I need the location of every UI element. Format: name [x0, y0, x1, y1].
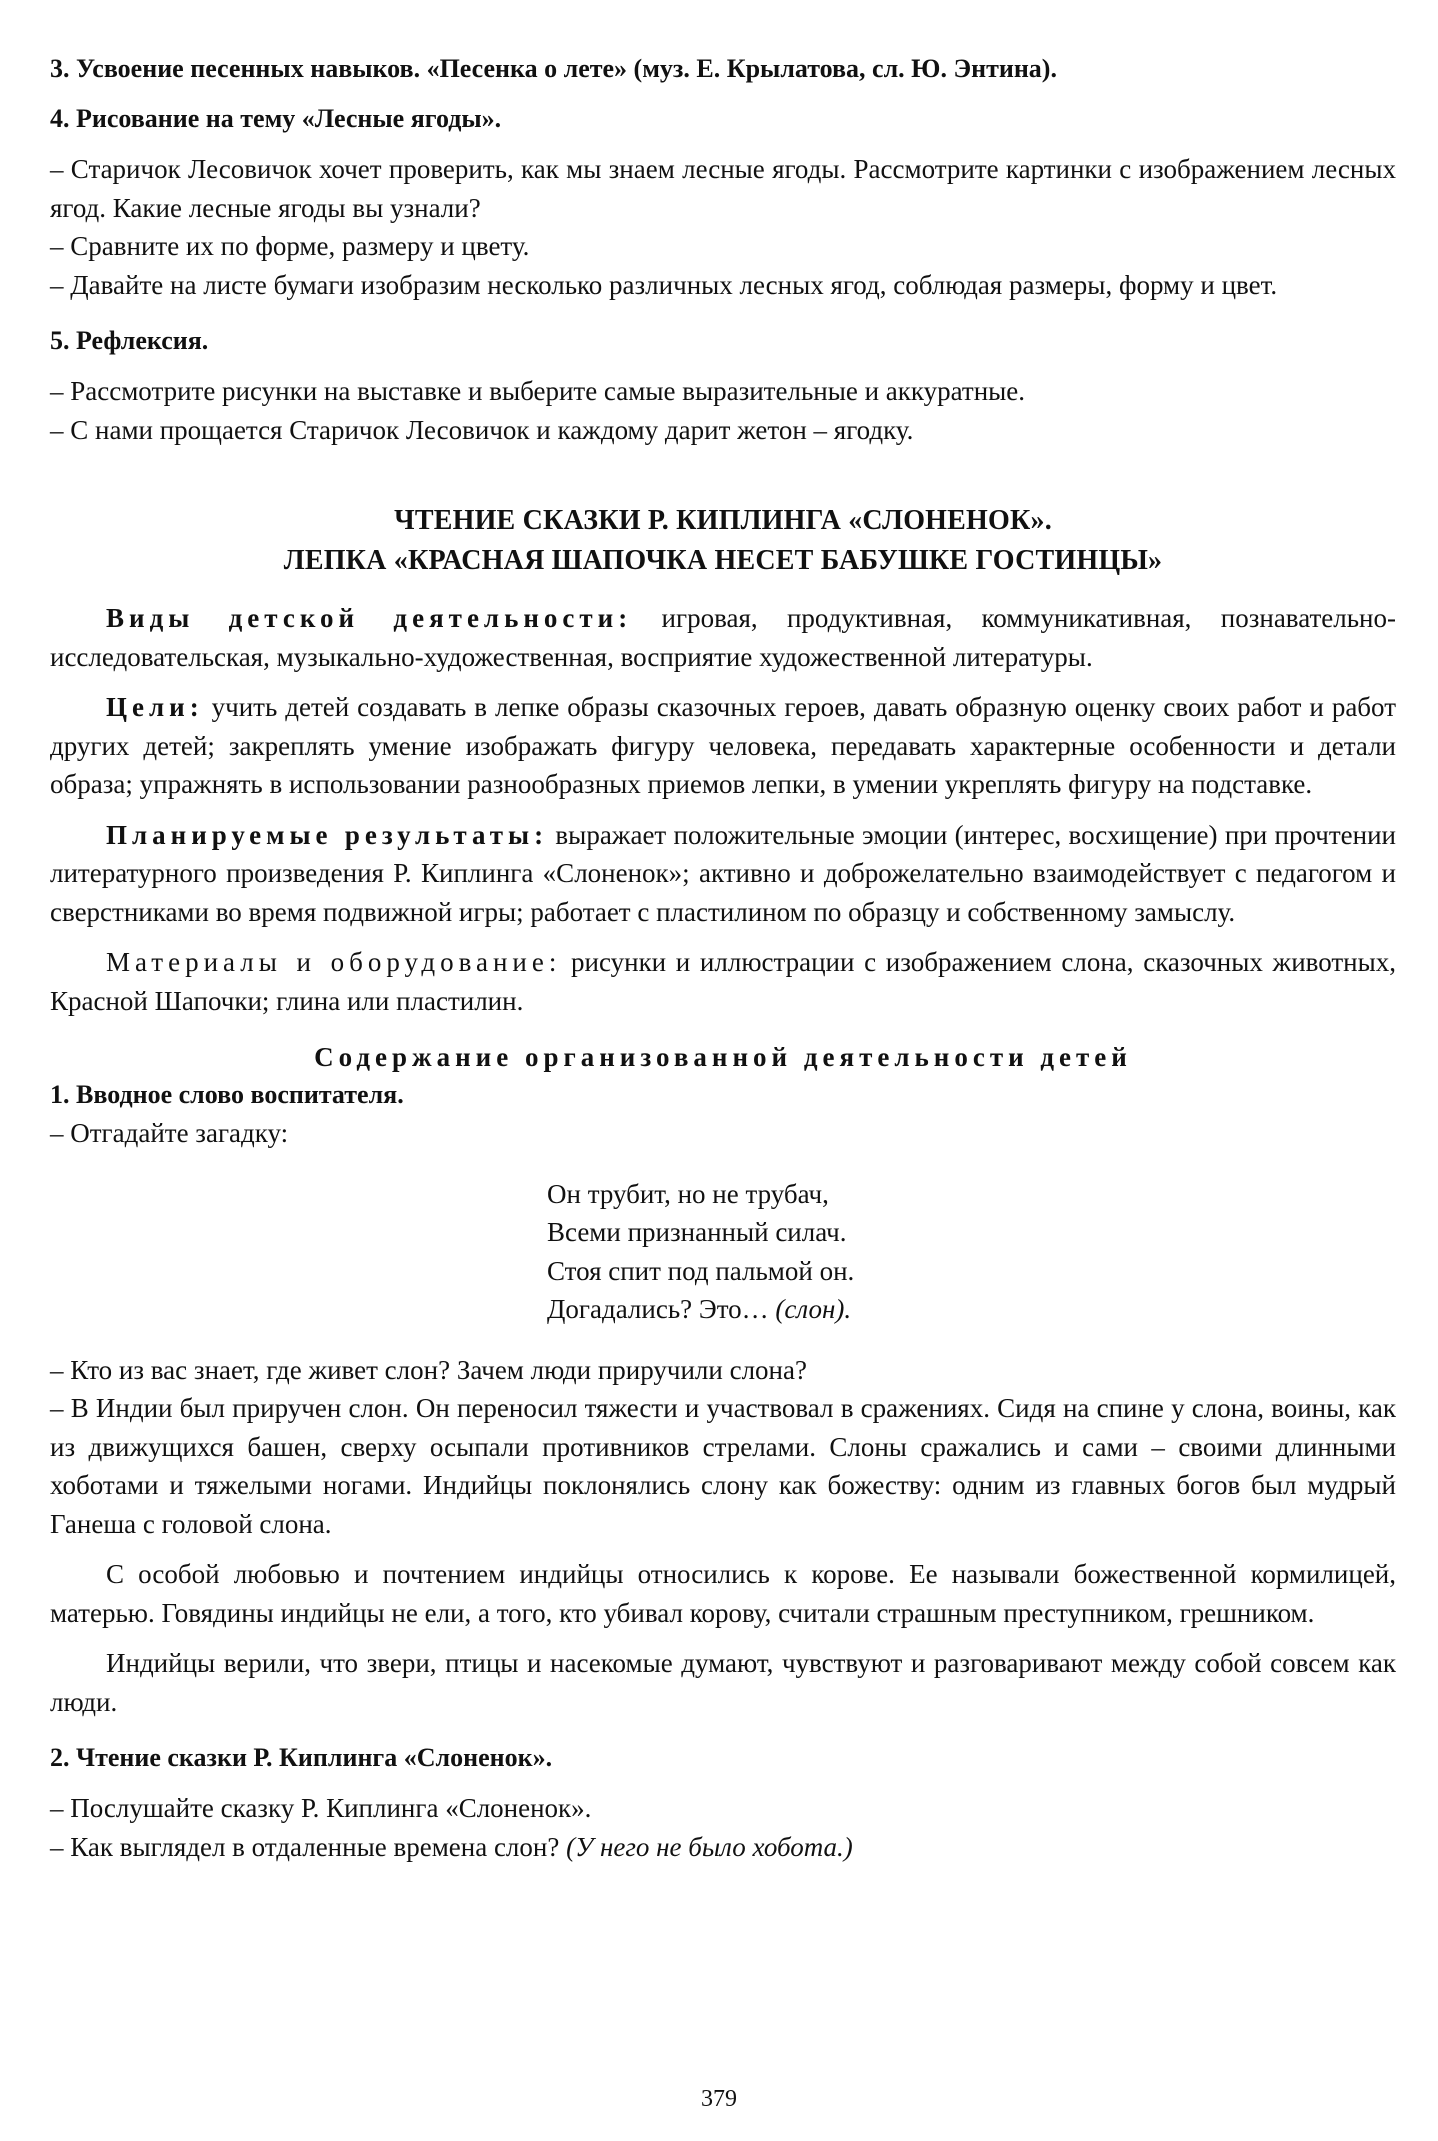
- section-5-paragraph: – Рассмотрите рисунки на выставке и выберите самые выразительные и аккуратные.: [50, 376, 1026, 406]
- lesson-title: [50, 501, 1396, 581]
- step-1-paragraph: – Кто из вас знает, где живет слон? Зачем люди приручили слона?: [50, 1354, 807, 1385]
- goals-text: учить детей создавать в лепке образы сказочных героев, давать образную оценку своих работ и работ других детей; закреплять умение изображать фигуру человека, передавать характерные особенности и детали образа; упражнять в использовании разнообразных приемов лепки, в умении укреплять фигуру на подставке.: [50, 692, 1396, 799]
- section-4-title: 4. Рисование на тему «Лесные ягоды».: [50, 104, 502, 133]
- materials-label: Материалы и оборудование:: [106, 947, 562, 977]
- results-paragraph: [50, 816, 1396, 932]
- results-text: выражает положительные эмоции (интерес, восхищение) при прочтении литературного произведения Р. Киплинга «Слоненок»; активно и доброжелательно взаимодействует с педагогом и сверстниками во время подвижной игры; работает с пластилином по образцу и собственному замыслу.: [50, 819, 1396, 927]
- step-2-paragraph: – Послушайте сказку Р. Киплинга «Слоненок».: [50, 1793, 592, 1823]
- step-1-paragraph: – В Индии был приручен слон. Он переносил тяжести и участвовал в сражениях. Сидя на спине у слона, воины, как из движущихся башен, сверху осыпали противников стрелами. Слоны сражались и сами – своими длинными хоботами и тяжелыми ногами. Индийцы поклонялись слону как божеству: одним из главных богов был мудрый Ганеша с головой слона.: [50, 1393, 1396, 1539]
- step-2-answer: (У него не было хобота.): [566, 1831, 853, 1862]
- riddle-poem: [547, 1175, 1396, 1329]
- lesson-title-line: ЛЕПКА «КРАСНАЯ ШАПОЧКА НЕСЕТ БАБУШКЕ ГОСТИНЦЫ»: [283, 545, 1163, 576]
- results-label: Планируемые результаты:: [106, 819, 549, 850]
- materials-paragraph: [50, 943, 1396, 1020]
- step-1-paragraph: – Отгадайте загадку:: [50, 1118, 289, 1148]
- step-1-title: 1. Вводное слово воспитателя.: [50, 1080, 404, 1109]
- step-2-question: – Как выглядел в отдаленные времена слон?: [50, 1831, 567, 1862]
- goals-paragraph: [50, 688, 1396, 804]
- section-3-title: 3. Усвоение песенных навыков. «Песенка о лете» (муз. Е. Крылатова, сл. Ю. Энтина).: [50, 54, 1057, 83]
- activities-label: Виды детской деятельности:: [106, 603, 633, 633]
- step-1-paragraph: Индийцы верили, что звери, птицы и насекомые думают, чувствуют и разговаривают между собой совсем как люди.: [50, 1648, 1396, 1717]
- section-5-paragraph: – С нами прощается Старичок Лесовичок и каждому дарит жетон – ягодку.: [50, 414, 914, 445]
- step-1-paragraph: С особой любовью и почтением индийцы относились к корове. Ее называли божественной кормилицей, матерью. Говядины индийцы не ели, а того, кто убивал корову, считали страшным преступником, грешником.: [50, 1559, 1396, 1628]
- step-2-title: 2. Чтение сказки Р. Киплинга «Слоненок».: [50, 1743, 553, 1772]
- riddle-answer: (слон).: [775, 1294, 852, 1324]
- activities-text: игровая, продуктивная, коммуникативная, познавательно-исследовательская, музыкально-художественная, восприятие художественной литературы.: [50, 603, 1396, 672]
- poem-line: Всеми признанный силач.: [547, 1217, 847, 1247]
- section-5-title: 5. Рефлексия.: [50, 326, 209, 355]
- poem-line: Он трубит, но не трубач,: [547, 1178, 829, 1209]
- lesson-title-line: ЧТЕНИЕ СКАЗКИ Р. КИПЛИНГА «СЛОНЕНОК».: [394, 505, 1052, 536]
- section-4-paragraph: – Сравните их по форме, размеру и цвету.: [50, 231, 530, 261]
- step-2-paragraph: [50, 1828, 1396, 1867]
- content-title: Содержание организованной деятельности детей: [314, 1042, 1132, 1072]
- poem-line-text: Догадались? Это…: [547, 1294, 776, 1324]
- page-number: 379: [701, 2086, 737, 2112]
- section-4-paragraph: – Давайте на листе бумаги изобразим несколько различных лесных ягод, соблюдая размеры, форму и цвет.: [50, 269, 1278, 300]
- poem-line: [547, 1290, 1396, 1329]
- materials-text: рисунки и иллюстрации с изображением слона, сказочных животных, Красной Шапочки; глина или пластилин.: [50, 947, 1396, 1016]
- activities-paragraph: [50, 599, 1396, 676]
- section-4-paragraph: – Старичок Лесовичок хочет проверить, как мы знаем лесные ягоды. Рассмотрите картинки с изображением лесных ягод. Какие лесные ягоды вы узнали?: [50, 154, 1396, 223]
- goals-label: Цели:: [106, 692, 204, 722]
- poem-line: Стоя спит под пальмой он.: [547, 1255, 855, 1286]
